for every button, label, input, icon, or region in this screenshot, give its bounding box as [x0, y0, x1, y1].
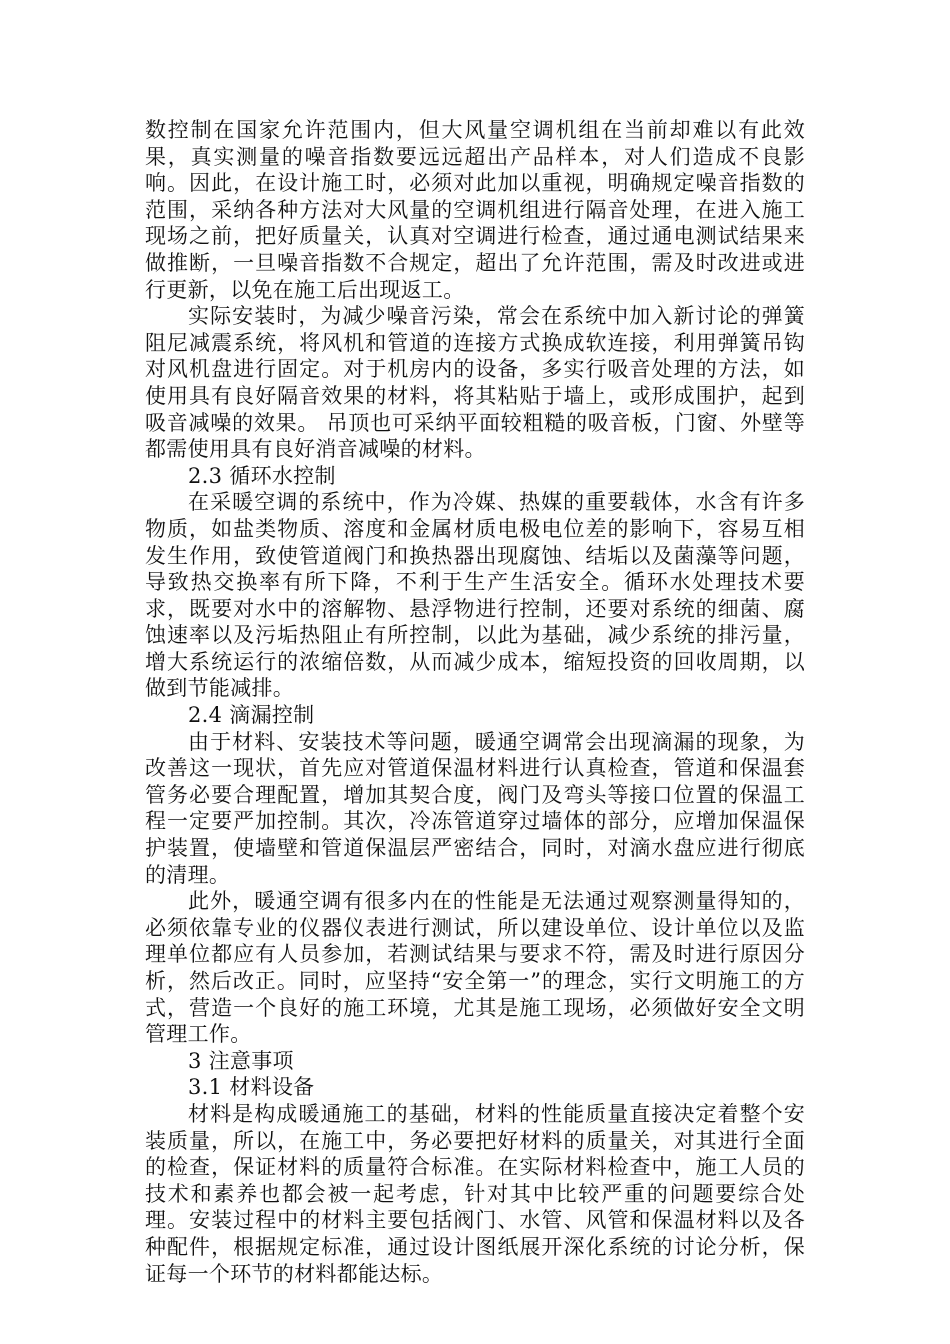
paragraph-circulating-water: 在采暖空调的系统中，作为冷媒、热媒的重要载体，水含有许多物质，如盐类物质、溶度和金属材质电极电位差的影响下，容易互相发生作用，致使管道阀门和换热器出现腐蚀、结垢以及菌藻等问题，导致热交换率有所下降，不利于生产生活安全。循环水处理技术要求，既要对水中的溶解物、悬浮物进行控制，还要对系统的细菌、腐蚀速率以及污垢热阻止有所控制，以此为基础，减少系统的排污量，增大系统运行的浓缩倍数，从而减少成本，缩短投资的回收周期，以做到节能减排。 — [145, 490, 805, 701]
paragraph-installation-noise: 实际安装时，为减少噪音污染，常会在系统中加入新讨论的弹簧阻尼减震系统，将风机和管道的连接方式换成软连接，利用弹簧吊钩对风机盘进行固定。对于机房内的设备，多实行吸音处理的方法，如使用具有良好隔音效果的材料，将其粘贴于墙上，或形成围护，起到吸音减噪的效果。 吊顶也可采纳平面较粗糙的吸音板，门窗、外壁等都需使用具有良好消音减噪的材料。 — [145, 304, 805, 462]
heading-precautions: 3 注意事项 — [188, 1048, 294, 1073]
heading-leakage-control: 2.4 滴漏控制 — [188, 703, 315, 728]
document-body — [145, 117, 805, 1287]
paragraph-leakage: 由于材料、安装技术等问题，暖通空调常会出现滴漏的现象，为改善这一现状，首先应对管道保温材料进行认真检查，管道和保温套管务必要合理配置，增加其契合度，阀门及弯头等接口位置的保温工程一定要严加控制。其次，冷冻管道穿过墙体的部分，应增加保温保护装置，使墙壁和管道保温层严密结合，同时，对滴水盘应进行彻底的清理。 — [145, 729, 805, 887]
heading-materials-equipment: 3.1 材料设备 — [188, 1075, 315, 1100]
paragraph-noise-control-continued: 数控制在国家允许范围内，但大风量空调机组在当前却难以有此效果，真实测量的噪音指数要远远超出产品样本，对人们造成不良影响。因此，在设计施工时，必须对此加以重视，明确规定噪音指数的范围，采纳各种方法对大风量的空调机组进行隔音处理，在进入施工现场之前，把好质量关，认真对空调进行检查，通过通电测试结果来做推断，一旦噪音指数不合规定，超出了允许范围，需及时改进或进行更新，以免在施工后出现返工。 — [145, 118, 805, 302]
paragraph-testing: 此外，暖通空调有很多内在的性能是无法通过观察测量得知的，必须依靠专业的仪器仪表进行测试，所以建设单位、设计单位以及监理单位都应有人员参加，若测试结果与要求不符，需及时进行原因分析，然后改正。同时，应坚持“安全第一”的理念，实行文明施工的方式，营造一个良好的施工环境，尤其是施工现场，必须做好安全文明管理工作。 — [145, 889, 805, 1047]
paragraph-materials: 材料是构成暖通施工的基础，材料的性能质量直接决定着整个安装质量，所以，在施工中，务必要把好材料的质量关，对其进行全面的检查，保证材料的质量符合标准。在实际材料检查中，施工人员的技术和素养也都会被一起考虑，针对其中比较严重的问题要综合处理。安装过程中的材料主要包括阀门、水管、风管和保温材料以及各种配件，根据规定标准，通过设计图纸展开深化系统的讨论分析，保证每一个环节的材料都能达标。 — [145, 1101, 805, 1286]
heading-circulating-water-control: 2.3 循环水控制 — [188, 463, 336, 488]
